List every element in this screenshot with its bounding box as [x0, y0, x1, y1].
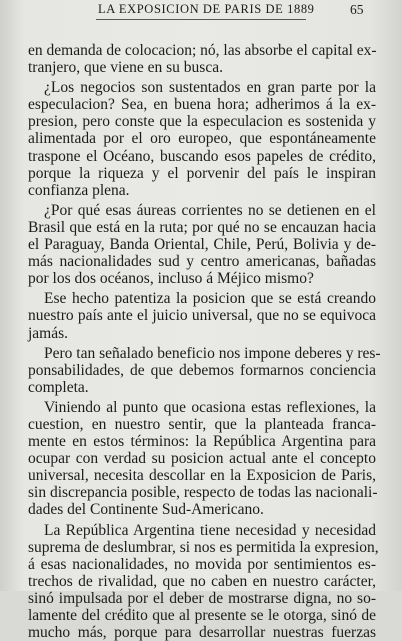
text-line: mucho más, porque para desarrollar nuestras fuerzas — [28, 624, 376, 641]
text-line: alimentada por el oro europeo, que espontáneamente — [28, 130, 376, 148]
text-line: Viniendo al punto que ocasiona estas reflexiones, la — [44, 398, 376, 416]
text-line: completa. — [28, 378, 89, 396]
paragraph — [28, 79, 376, 199]
text-line: tranjero, que viene en su busca. — [28, 59, 223, 77]
text-line: confianza plena. — [28, 181, 130, 199]
text-line: Brasil que está en la ruta; por qué no se encauzan hacia — [28, 218, 376, 236]
text-line: por los dos océanos, incluso á Méjico mismo? — [28, 270, 314, 288]
text-line: á esas nacionalidades, no movida por sentimientos es- — [28, 555, 376, 573]
text-line: más nacionalidades sud y centro americanas, bañadas — [28, 253, 376, 271]
running-title: LA EXPOSICION DE PARIS DE 1889 — [98, 2, 315, 16]
text-line: ¿Por qué esas áureas corrientes no se detienen en el — [44, 201, 376, 219]
page-number: 65 — [350, 2, 364, 17]
paragraph — [28, 344, 381, 396]
text-line: cuestion, en nuestro sentir, que la planteada franca- — [28, 415, 376, 433]
text-line: sinó impulsada por el deber de mostrarse digna, no so- — [28, 589, 376, 607]
text-line: dades del Continente Sud-Americano. — [28, 501, 264, 519]
text-line: especulacion? Sea, en buena hora; adherimos á la ex- — [28, 96, 376, 114]
text-line: presion, pero conste que la especulacion es sostenida y — [28, 113, 376, 131]
text-line: sin discrepancia posible, respecto de todas las nacionali- — [28, 484, 378, 502]
text-line: nuestro país ante el juicio universal, que no se equivoca — [28, 307, 376, 325]
text-line: en demanda de colocacion; nó, las absorbe el capital ex- — [28, 42, 377, 59]
text-line: La República Argentina tiene necesidad y necesidad — [44, 521, 376, 539]
running-head — [0, 0, 402, 22]
text-line: lamente del crédito que al presente se le otorga, sinó de — [28, 607, 376, 624]
text-line: el Paraguay, Banda Oriental, Chile, Perú, Bolivia y de- — [28, 236, 376, 254]
text-line: ¿Los negocios son sustentados en gran parte por la — [44, 79, 376, 97]
paragraph — [28, 202, 376, 287]
text-line: mente en estos términos: la República Argentina para — [28, 433, 376, 451]
paragraph — [28, 42, 376, 76]
text-line: traspone el Océano, buscando esos papeles de crédito, — [28, 147, 376, 165]
paragraph — [28, 521, 379, 641]
text-line: ocupar con verdad su posicion actual ante el concepto — [28, 450, 376, 468]
text-line: ponsabilidades, de que debemos formarnos conciencia — [28, 361, 376, 379]
text-line: suprema de deslumbrar, si nos es permitida la expresion, — [28, 538, 379, 556]
paragraph — [28, 290, 376, 341]
text-line: jamás. — [28, 324, 69, 342]
text-line: Pero tan señalado beneficio nos impone deberes y res- — [44, 344, 381, 362]
paragraph — [28, 399, 376, 519]
text-line: Ese hecho patentiza la posicion que se está creando — [44, 290, 376, 308]
text-line: porque la riqueza y el porvenir del país le inspiran — [28, 164, 376, 182]
body-text — [28, 42, 381, 641]
header-rule — [96, 19, 306, 20]
text-line: universal, necesita descollar en la Exposicion de Paris, — [28, 467, 376, 485]
text-line: trechos de rivalidad, que no caben en nuestro carácter, — [28, 572, 376, 590]
